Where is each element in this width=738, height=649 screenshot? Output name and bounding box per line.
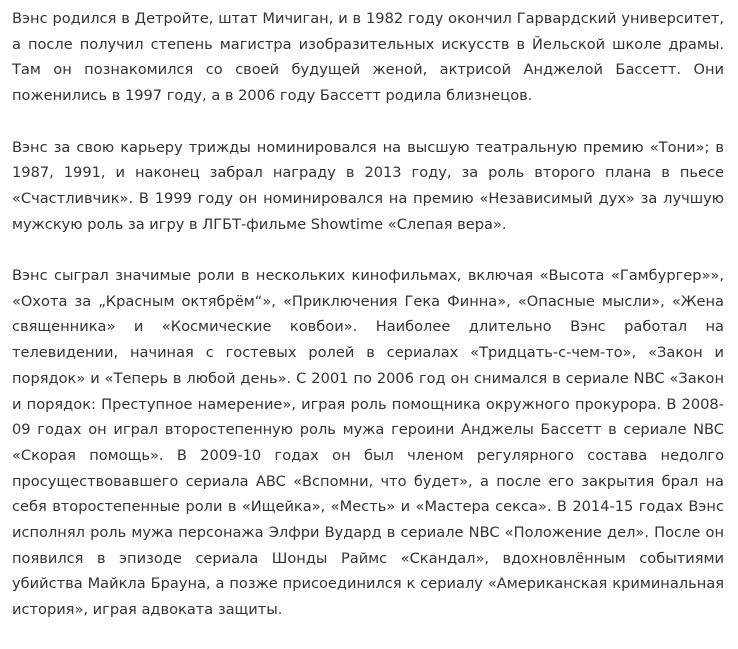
paragraph-film-tv-career: Вэнс сыграл значимые роли в нескольких кинофильмах, включая «Высота «Гамбургер»», «Охота за „Красным октябрём“», «Приключения Гека Финна», «Опасные мысли», «Жена священника» и «Космические ковбои». Наиболее длительно Вэнс работал на телевидении, начиная с гостевых ролей в сериалах «Тридцать-с-чем-то», «Закон и порядок» и «Теперь в любой день». С 2001 по 2006 год он снимался в сериале NBC «Закон и порядок: Преступное намерение», играя роль помощника окружного прокурора. В 2008-09 годах он играл второстепенную роль мужа героини Анджелы Бассетт в сериале NBC «Скорая помощь». В 2009-10 годах он был членом регулярного состава недолго просуществовавшего сериала ABC «Вспомни, что будет», а после его закрытия брал на себя второстепенные роли в «Ищейка», «Месть» и «Мастера секса». В 2014-15 годах Вэнс исполнял роль мужа персонажа Элфри Вудард в сериале NBC «Положение дел». После он появился в эпизоде сериала Шонды Раймс «Скандал», вдохновлённым событиями убийства Майкла Брауна, а позже присоединился к сериалу «Американская криминальная история», играя адвоката защиты.: [12, 267, 724, 619]
paragraph-early-life: Вэнс родился в Детройте, штат Мичиган, и в 1982 году окончил Гарвардский университет, а после получил степень магистра изобразительных искусств в Йельской школе драмы. Там он познакомился со своей будущей женой, актрисой Анджелой Бассетт. Они поженились в 1997 году, а в 2006 году Бассетт родила близнецов.: [12, 10, 724, 105]
article-body: [12, 6, 724, 649]
paragraph-theatre-career: Вэнс за свою карьеру трижды номинировался на высшую театральную премию «Тони»; в 1987, 1991, и наконец забрал награду в 2013 году, за роль второго плана в пьесе «Счастливчик». В 1999 году он номинировался на премию «Независимый дух» за лучшую мужскую роль за игру в ЛГБТ-фильме Showtime «Слепая вера».: [12, 138, 724, 233]
